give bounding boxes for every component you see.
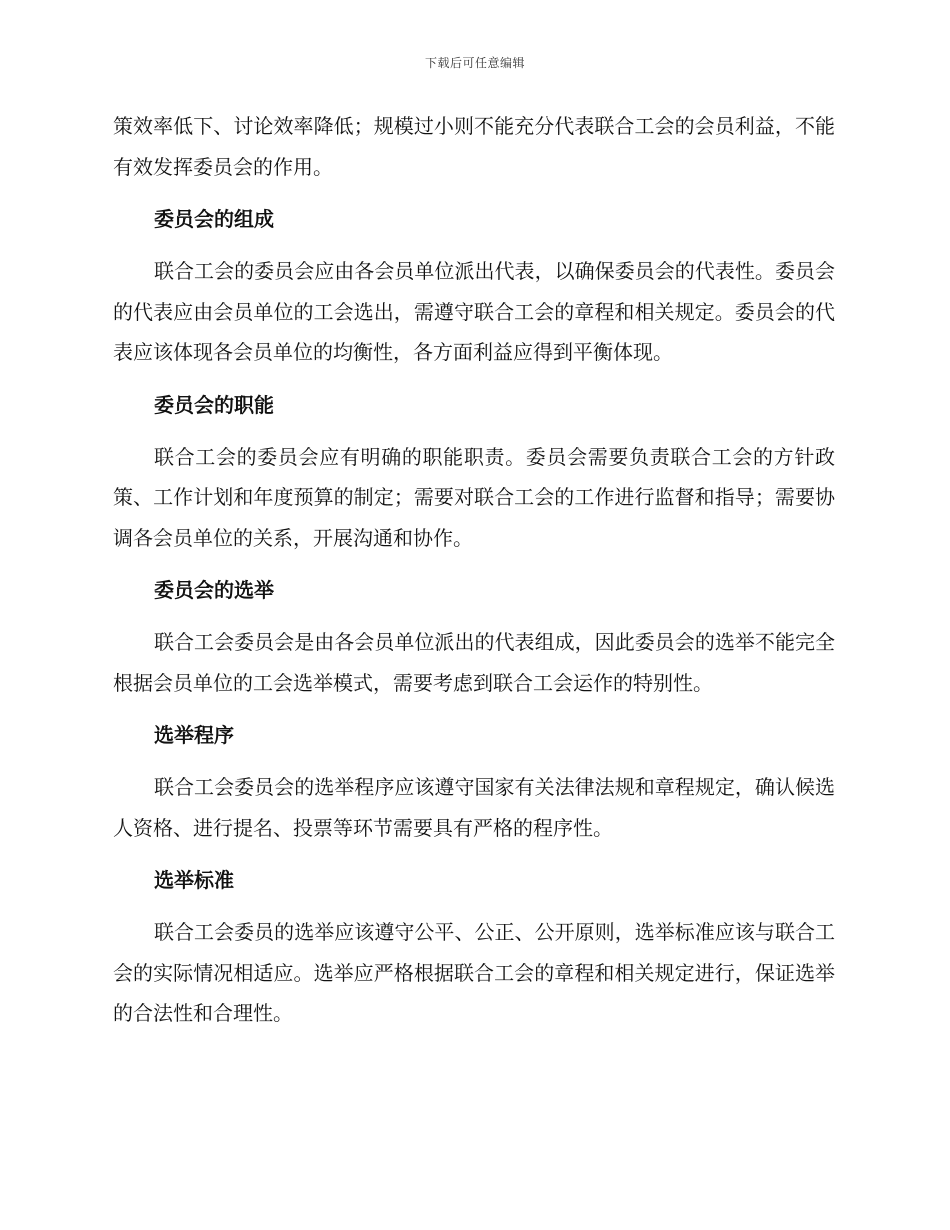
page-header-note: 下载后可任意编辑: [424, 56, 525, 70]
paragraph-composition: 联合工会的委员会应由各会员单位派出代表，以确保委员会的代表性。委员会的代表应由会员单位的工会选出，需遵守联合工会的章程和相关规定。委员会的代表应该体现各会员单位的均衡性，各方面利益应得到平衡体现。: [113, 259, 835, 364]
section-heading-election-criteria: 选举标准: [154, 868, 234, 892]
paragraph-functions: 联合工会的委员会应有明确的职能职责。委员会需要负责联合工会的方针政策、工作计划和年度预算的制定；需要对联合工会的工作进行监督和指导；需要协调各会员单位的关系，开展沟通和协作。: [113, 444, 835, 550]
paragraph-continuation: 策效率低下、讨论效率降低；规模过小则不能充分代表联合工会的会员利益，不能有效发挥委员会的作用。: [113, 114, 835, 179]
section-heading-functions: 委员会的职能: [154, 392, 274, 417]
paragraph-election-criteria: 联合工会委员的选举应该遵守公平、公正、公开原则，选举标准应该与联合工会的实际情况相适应。选举应严格根据联合工会的章程和相关规定进行，保证选举的合法性和合理性。: [113, 920, 835, 1025]
section-heading-election-procedure: 选举程序: [154, 723, 234, 747]
paragraph-election-procedure: 联合工会委员会的选举程序应该遵守国家有关法律法规和章程规定，确认候选人资格、进行提名、投票等环节需要具有严格的程序性。: [113, 775, 835, 840]
document-body: [113, 106, 835, 1046]
section-heading-election: 委员会的选举: [154, 578, 274, 602]
paragraph-election: 联合工会委员会是由各会员单位派出的代表组成，因此委员会的选举不能完全根据会员单位的工会选举模式，需要考虑到联合工会运作的特别性。: [113, 630, 835, 695]
section-heading-composition: 委员会的组成: [154, 207, 274, 231]
